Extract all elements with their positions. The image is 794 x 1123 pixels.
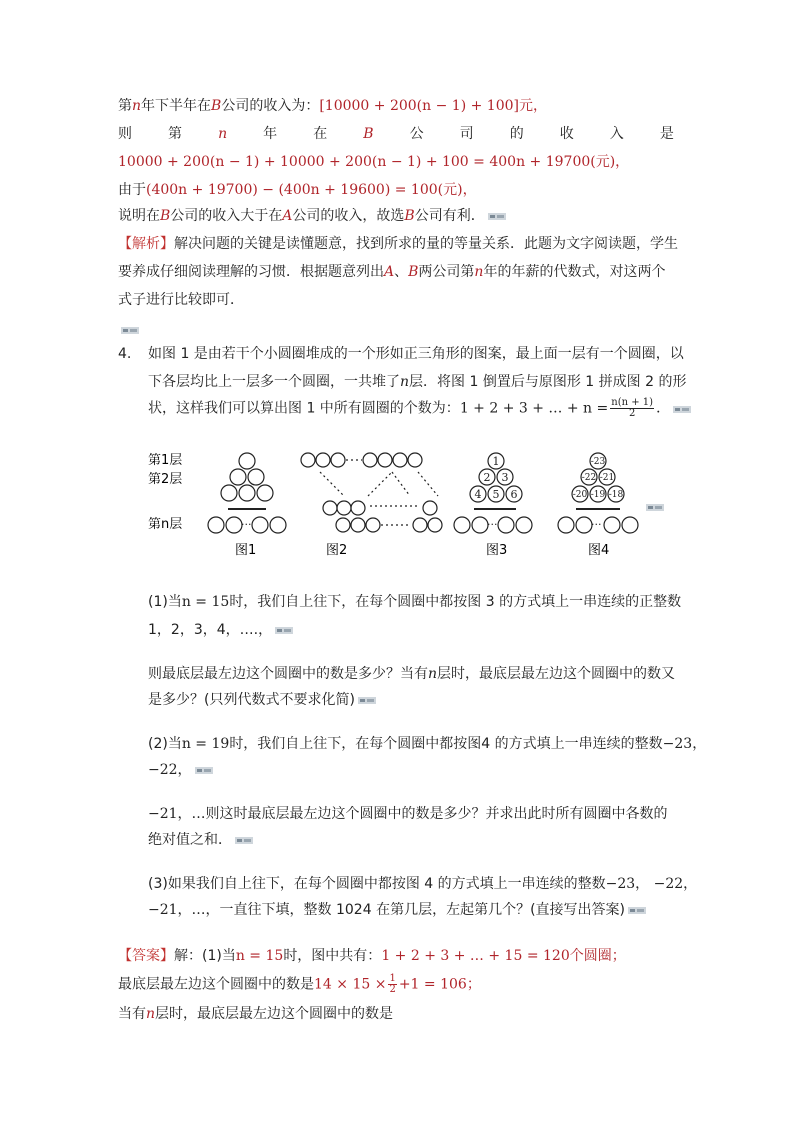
answer-tag: 【答案】 (118, 948, 174, 964)
question-line-3 (148, 398, 691, 419)
part-1-line-3 (148, 664, 675, 684)
text-line-2 (118, 124, 674, 144)
variable-b: B (408, 264, 419, 280)
formula: −22， (148, 762, 192, 778)
figure-3-label: 图3 (486, 543, 508, 558)
formula: +1 = 106； (398, 976, 481, 993)
text: 公司有利． (414, 208, 485, 224)
fig4-number: -22 (581, 473, 597, 483)
text: 第 (118, 98, 132, 114)
watermark-icon (235, 835, 253, 845)
circles-figure (148, 448, 668, 562)
formula: [10000 + 200(n − 1) + 100]元， (319, 98, 547, 114)
fig3-number: 5 (492, 488, 500, 501)
text: ． (656, 400, 671, 417)
analysis-line-1 (118, 234, 678, 254)
text: 一直往下填，整数 1024 在第几层，左起第几个？(直接写出答案) (219, 902, 625, 918)
text-line-5 (118, 206, 506, 226)
text-line-3 (118, 152, 629, 172)
fig4-number: -21 (599, 473, 615, 483)
row-label-n: 第n层 (148, 517, 183, 532)
fig4-number: -19 (590, 490, 606, 500)
variable-a: A (384, 264, 395, 280)
formula: 14 × 15 × (314, 976, 387, 993)
text: (3)如果我们自上往下，在每个圆圈中都按图 4 的方式填上一串连续的整数 (148, 876, 606, 892)
text: 状，这样我们可以算出图 1 中所有圆圈的个数为： (148, 400, 460, 417)
text: 年下半年在 (141, 98, 212, 114)
text: 当有 (118, 1006, 146, 1022)
text: 、 (394, 264, 409, 280)
formula: n = 15 (181, 594, 230, 610)
formula: n = 15 (235, 948, 284, 964)
part-1-line-2 (148, 620, 293, 640)
analysis-line-3 (118, 290, 244, 310)
text: 则这时最底层最左边这个圆圈中的数是多少？并求出此时所有圆圈中各数的 (205, 806, 668, 822)
text: 下各层均比上一层多一个圆圈，一共堆了 (148, 374, 400, 390)
fraction-denominator: 2 (628, 408, 636, 419)
justified-word: 年 (263, 126, 278, 142)
text: 说明在 (118, 208, 160, 224)
text: 两公司第 (418, 264, 475, 280)
fraction (610, 398, 654, 419)
justified-word: B (363, 126, 374, 142)
variable-b: B (404, 208, 415, 224)
variable-a: A (282, 208, 293, 224)
justified-word: 则 (118, 126, 132, 142)
text: 解：(1)当 (174, 948, 236, 964)
justified-word: 第 (168, 126, 183, 142)
figure-2-parallelogram (301, 453, 442, 532)
watermark-icon (628, 905, 646, 915)
question-line-2 (148, 372, 686, 392)
text: (1)当 (148, 594, 182, 610)
part-3-line-2 (148, 900, 646, 920)
justified-word: 入 (609, 126, 624, 142)
text: 公司的收入，故选 (292, 208, 405, 224)
part-2-line-1 (148, 734, 706, 754)
answer-line-1 (118, 946, 626, 966)
part-2-line-2 (148, 760, 213, 780)
justified-word: 公 (409, 126, 424, 142)
watermark-icon (646, 504, 664, 511)
watermark-icon (195, 765, 213, 775)
justified-word: 在 (313, 126, 328, 142)
watermark-icon (275, 625, 293, 635)
text: 公司的收入为： (221, 98, 320, 114)
fig3-number: 6 (510, 488, 518, 501)
formula: 1 + 2 + 3 + … + n = (459, 400, 609, 417)
svg-text:···: ··· (487, 518, 498, 531)
text: 层．将图 1 倒置后与原图形 1 拼成图 2 的形 (409, 374, 687, 390)
fig4-number: -23 (590, 457, 606, 467)
question-line-1 (148, 344, 684, 364)
justified-word: 司 (459, 126, 474, 142)
part-1-line-1 (148, 592, 681, 612)
variable-n: n (132, 98, 142, 114)
text: 时，我们自上往下，在每个圆圈中都按图4 的方式填上一串连续的整数 (229, 736, 663, 752)
svg-text:···: ··· (241, 518, 252, 531)
formula: 1 + 2 + 3 + … + 15 = 120个圆圈； (381, 948, 626, 964)
text: 年的年薪的代数式，对这两个 (483, 264, 666, 280)
part-3-line-1 (148, 874, 697, 894)
text: 式子进行比较即可． (118, 292, 244, 308)
formula: −23， (662, 736, 707, 752)
analysis-tag: 【解析】 (118, 236, 174, 252)
formula: (400n + 19700) − (400n + 19600) = 100(元)， (146, 182, 477, 198)
fraction-numerator: 1 (389, 973, 396, 984)
part-2-line-4 (148, 830, 253, 850)
formula: 10000 + 200(n − 1) + 10000 + 200(n − 1) + 100 = 400n + 19700(元)， (118, 154, 630, 170)
variable-n: n (146, 1006, 156, 1022)
variable-n: n (400, 374, 410, 390)
justified-word: n (218, 126, 228, 142)
fig3-number: 1 (492, 455, 500, 468)
figure-4-label: 图4 (588, 543, 610, 558)
variable-n: n (428, 666, 438, 682)
svg-text:···: ··· (591, 518, 602, 531)
text: 1，2，3，4，….， (148, 622, 273, 638)
text: 则最底层最左边这个圆圈中的数是多少？当有 (148, 666, 428, 682)
text: 解决问题的关键是读懂题意，找到所求的量的等量关系．此题为文字阅读题，学生 (174, 236, 678, 252)
fig3-number: 3 (501, 471, 509, 484)
text: 公司的收入大于在 (170, 208, 283, 224)
formula: n = 19 (181, 736, 230, 752)
text: (2)当 (148, 736, 182, 752)
variable-b: B (160, 208, 171, 224)
text: 如图 1 是由若干个小圆圈堆成的一个形如正三角形的图案，最上面一层有一个圆圈，以 (148, 346, 684, 362)
figure-1-label: 图1 (235, 543, 257, 558)
text: 时，图中共有： (283, 948, 382, 964)
text: 层时，最底层最左边这个圆圈中的数又 (437, 666, 676, 682)
text: 最底层最左边这个圆圈中的数是 (118, 976, 314, 993)
text: 层时，最底层最左边这个圆圈中的数是 (155, 1006, 394, 1022)
part-2-line-3 (148, 804, 668, 824)
variable-n: n (474, 264, 484, 280)
row-label-2: 第2层 (148, 472, 183, 487)
figure-2-label: 图2 (326, 543, 348, 558)
fraction-denominator: 2 (389, 984, 396, 995)
justified-word: 收 (559, 126, 574, 142)
variable-b: B (211, 98, 222, 114)
answer-line-2 (118, 974, 481, 995)
fig4-number: -18 (608, 490, 624, 500)
fig3-number: 2 (483, 471, 491, 484)
fraction-numerator: n(n + 1) (611, 397, 654, 408)
formula: −21，…， (148, 902, 220, 918)
question-number: 4. (118, 346, 132, 362)
row-label-1: 第1层 (148, 453, 183, 468)
text: 是多少？(只列代数式不要求化简) (148, 692, 355, 708)
fraction (388, 974, 396, 995)
text: 时，我们自上往下，在每个圆圈中都按图 3 的方式填上一串连续的正整数 (229, 594, 682, 610)
formula: −21，… (148, 806, 206, 822)
answer-line-3 (118, 1004, 393, 1024)
part-1-line-4 (148, 690, 376, 710)
fig3-number: 4 (474, 488, 482, 501)
watermark-icon (118, 320, 139, 340)
justified-word: 的 (509, 126, 524, 142)
text-line-1 (118, 96, 547, 116)
text: 绝对值之和． (148, 832, 232, 848)
watermark-icon (673, 404, 691, 414)
analysis-line-2 (118, 262, 665, 282)
text-line-4 (118, 180, 477, 200)
formula: −23， −22， (605, 876, 698, 892)
watermark-icon (358, 695, 376, 705)
text: 由于 (118, 182, 146, 198)
text: 要养成仔细阅读理解的习惯．根据题意列出 (118, 264, 384, 280)
justified-word: 是 (659, 126, 674, 142)
watermark-icon (488, 211, 506, 221)
fig4-number: -20 (572, 490, 588, 500)
